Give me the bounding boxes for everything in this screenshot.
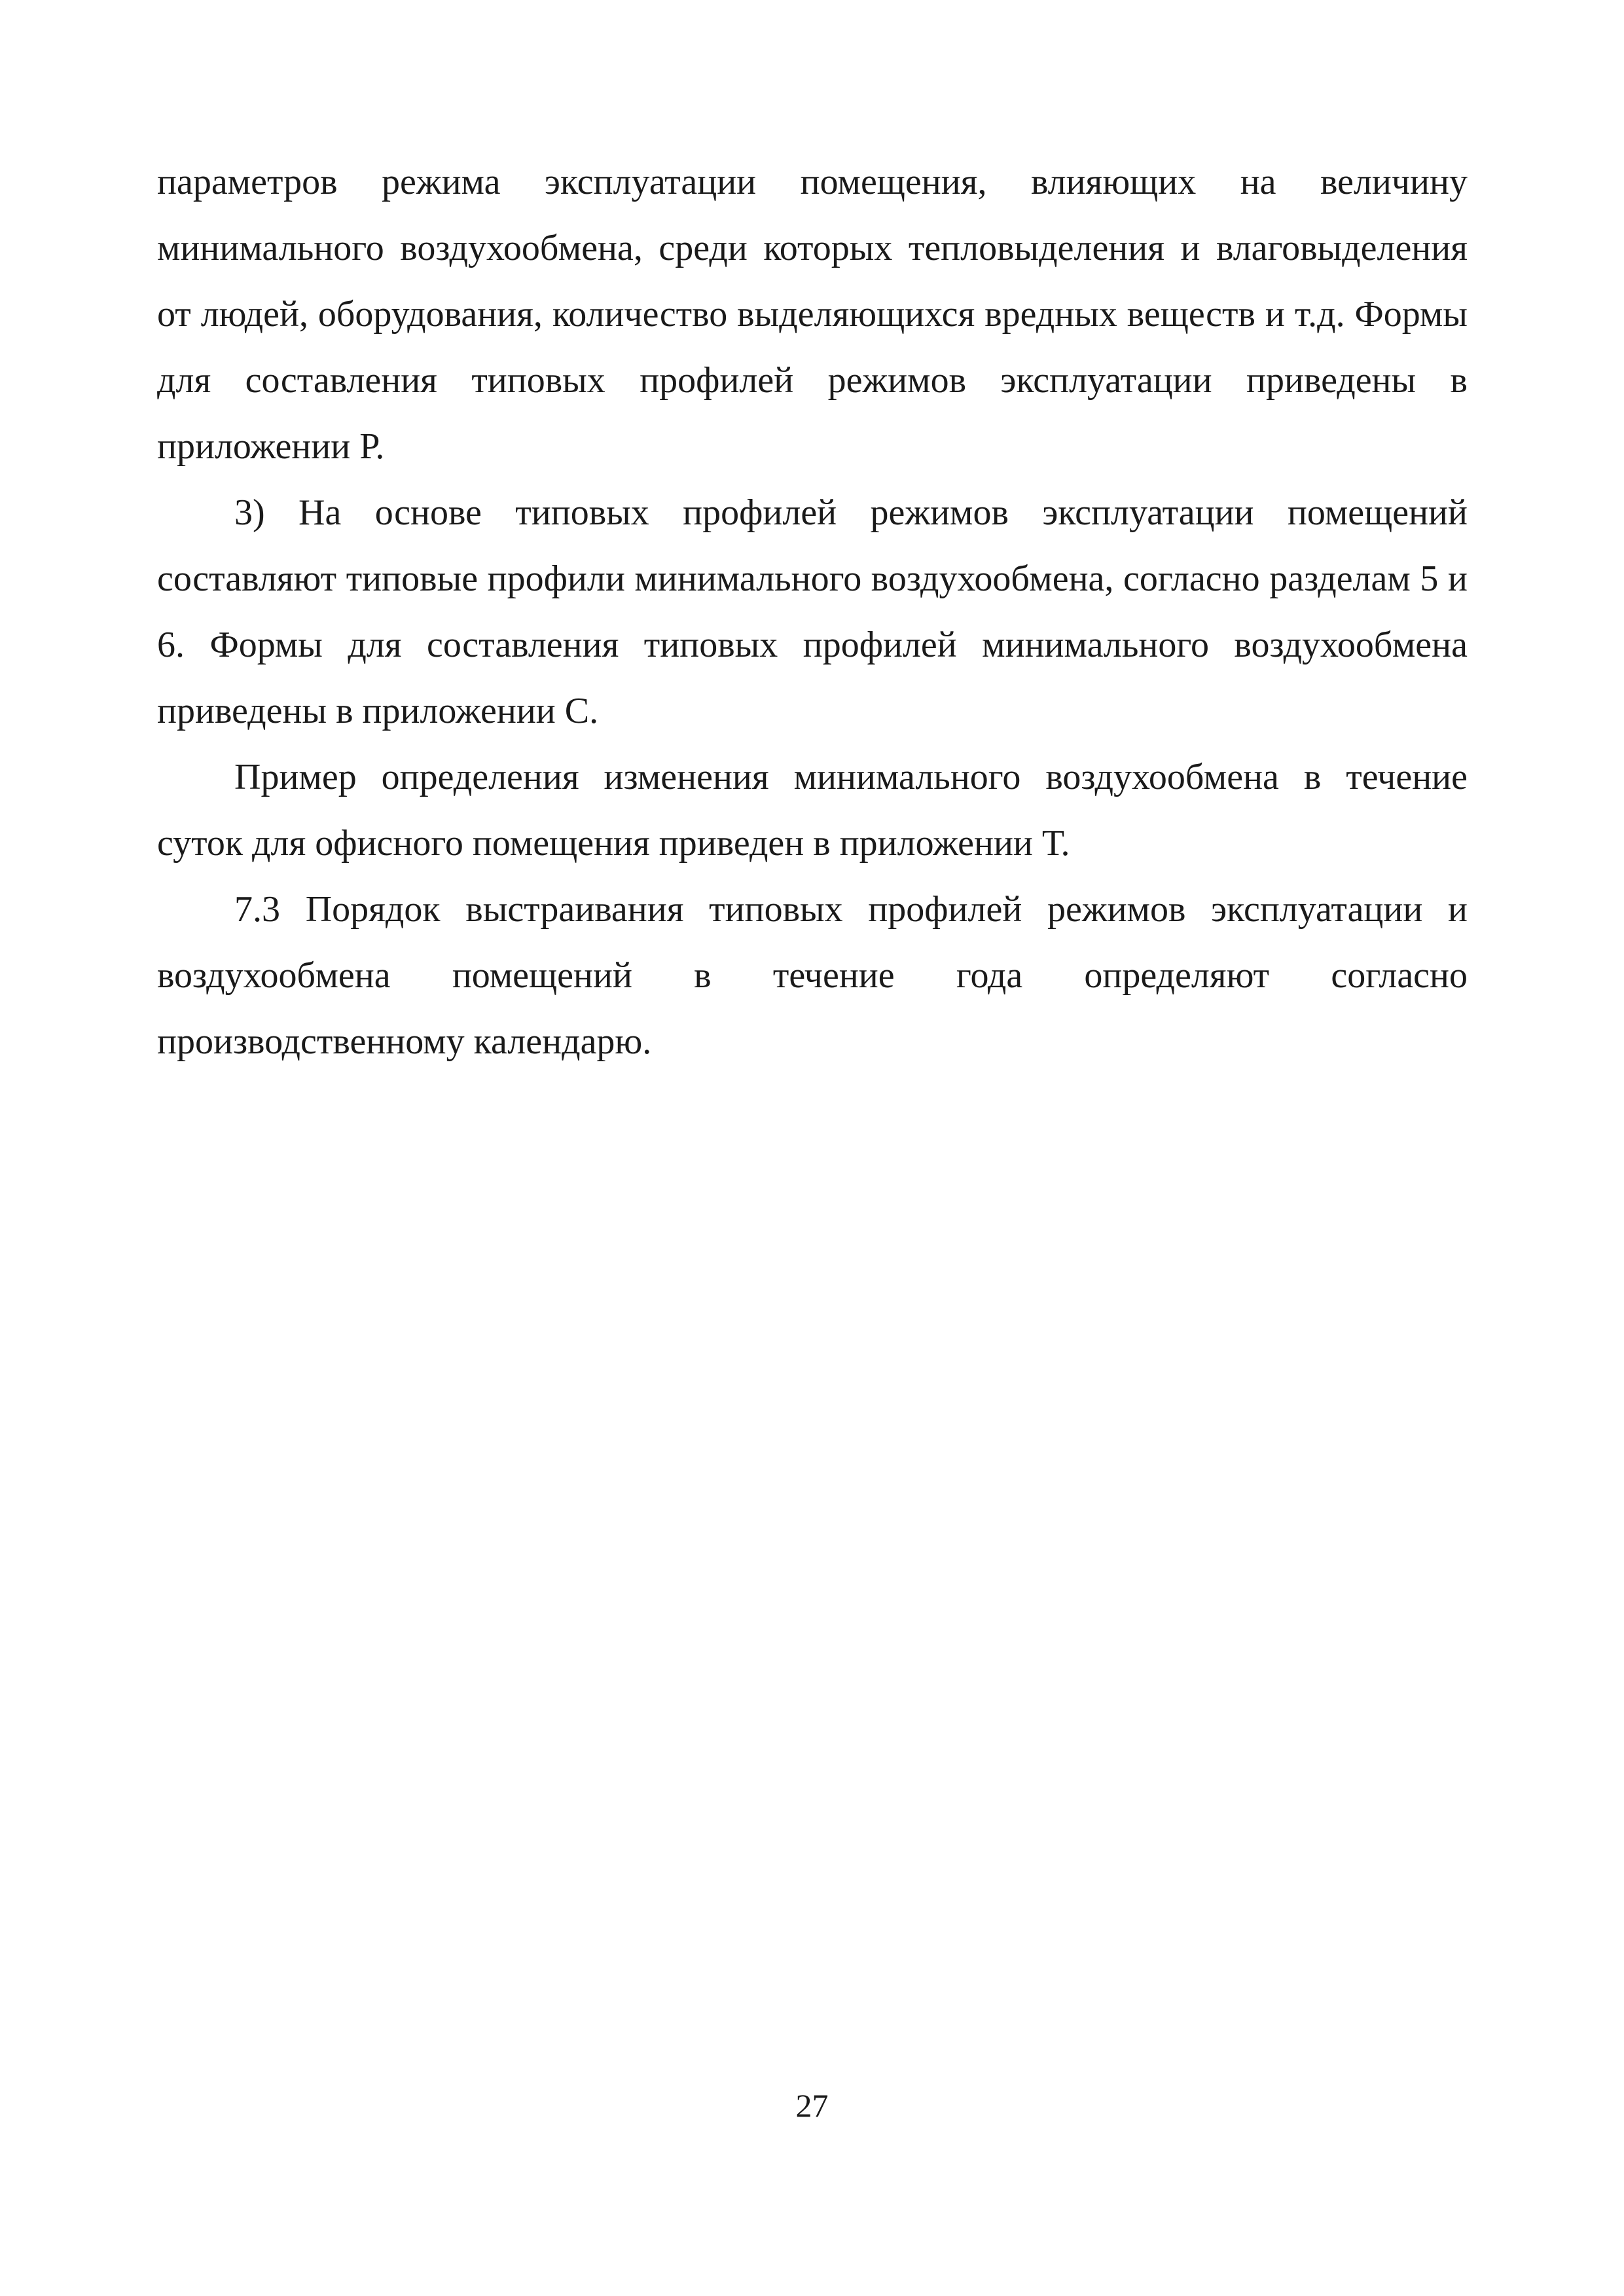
body-text: [157, 149, 1468, 1075]
page-number: 27: [795, 2087, 829, 2124]
paragraph-continuation: параметров режима эксплуатации помещения, влияющих на величину минимального воздухообмена, среди которых тепловыделения и влаговыделения от людей, оборудования, количество выделяющихся вредных веществ и т.д. Формы для составления типовых профилей режимов эксплуатации приведены в приложении Р.: [157, 162, 1468, 467]
paragraph-item-3: 3) На основе типовых профилей режимов эксплуатации помещений составляют типовые профили минимального воздухообмена, согласно разделам 5 и 6. Формы для составления типовых профилей минимального воздухообмена приведены в приложении С.: [157, 492, 1468, 731]
paragraph-section-7-3: 7.3 Порядок выстраивания типовых профилей режимов эксплуатации и воздухообмена помещений в течение года определяют согласно производственному календарю.: [157, 889, 1468, 1062]
paragraph-example: Пример определения изменения минимального воздухообмена в течение суток для офисного помещения приведен в приложении Т.: [157, 757, 1468, 864]
